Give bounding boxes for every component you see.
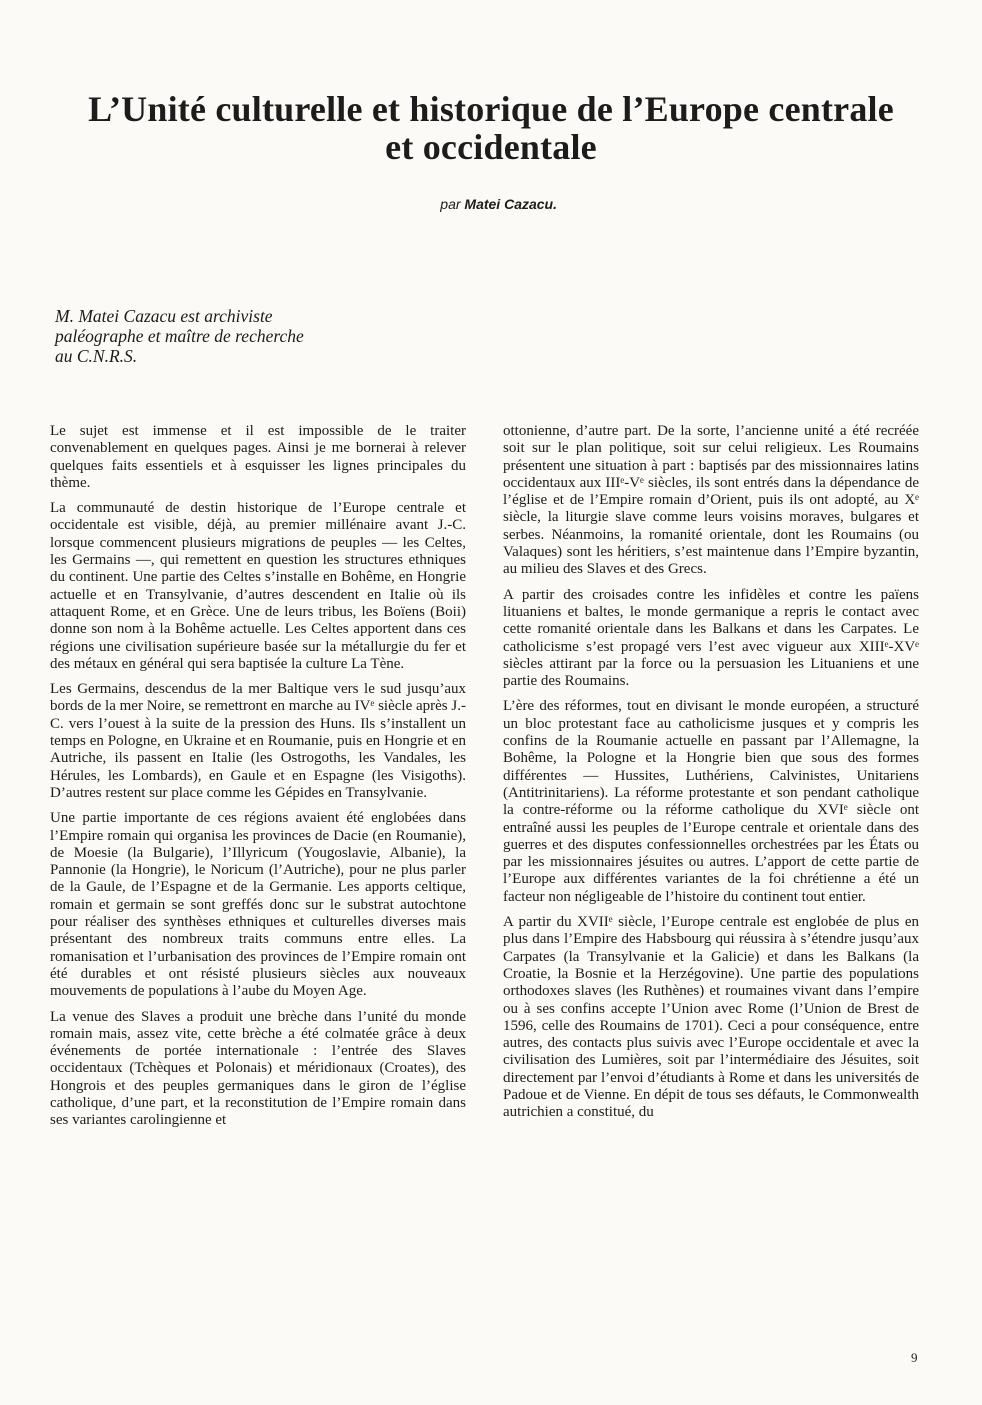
paragraph: La venue des Slaves a produit une brèche dans l’unité du monde romain mais, assez vite, cette brèche a été colmatée grâce à deux événements de portée internationale : l’entrée des Slaves occidentaux (Tchèques et Polonais) et méridionaux (Croates), des Hongrois et des peuples germaniques dans le giron de l’église catholique, d’une part, et la reconstitution de l’Empire romain dans ses variantes carolingienne et: [50, 1008, 466, 1129]
paragraph: ottonienne, d’autre part. De la sorte, l’ancienne unité a été recréée soit sur le plan politique, soit sur celui religieux. Les Roumains présentent une situation à part : baptisés par des missionnaires latins occidentaux aux IIIᵉ-Vᵉ siècles, ils sont entrés dans la dépendance de l’église et de l’Empire romain d’Orient, puis ils ont adopté, au Xᵉ siècle, la liturgie slave comme leurs voisins moraves, bulgares et serbes. Néanmoins, la romanité orientale, dont les Roumains (ou Valaques) sont les héritiers, s’est maintenue dans l’Empire byzantin, au milieu des Slaves et des Grecs.: [503, 423, 919, 578]
right-column: [503, 423, 919, 1130]
author-note-line: au C.N.R.S.: [55, 346, 138, 366]
paragraph: La communauté de destin historique de l’Europe centrale et occidentale est visible, déjà, au premier millénaire avant J.-C. lorsque commencent plusieurs migrations de peuples — les Celtes, les Germains —, qui remettent en question les structures ethniques du continent. Une partie des Celtes s’installe en Bohême, en Hongrie actuelle et en Transylvanie, d’autres descendent en Italie où ils attaquent Rome, et en Grèce. Une de leurs tribus, les Boïens (Boii) donne son nom à la Bohême actuelle. Les Celtes apportent dans ces régions une civilisation supérieure basée sur la métallurgie du fer et des métaux en général qui sera baptisée la culture La Tène.: [50, 500, 466, 672]
byline-prefix: par: [440, 196, 461, 212]
byline: [440, 196, 557, 212]
article-title-line-2: et occidentale: [385, 127, 597, 167]
paragraph: Le sujet est immense et il est impossible de le traiter convenablement en quelques pages. Ainsi je me bornerai à relever quelques faits essentiels et à esquisser les lignes principales du thème.: [50, 423, 466, 491]
author-name: Matei Cazacu.: [464, 196, 557, 212]
author-note-line: paléographe et maître de recherche: [55, 326, 304, 346]
paragraph: A partir du XVIIᵉ siècle, l’Europe centrale est englobée de plus en plus dans l’Empire des Habsbourg qui réussira à s’étendre jusqu’aux Carpates (la Transylvanie et la Galicie) et dans les Balkans (la Croatie, la Bosnie et la Herzégovine). Une partie des populations orthodoxes slaves (les Ruthènes) et roumaines vivant dans l’empire ou à ses confins accepte l’Union avec Rome (l’Union de Brest de 1596, celle des Roumains de 1701). Ceci a pour conséquence, entre autres, des contacts plus suivis avec l’Europe occidentale et avec la civilisation des Lumières, soit par l’intermédiaire des Jésuites, soit directement par l’envoi d’étudiants à Rome et dans les universités de Padoue et de Vienne. En dépit de tous ses défauts, le Commonwealth autrichien a constitué, du: [503, 914, 919, 1121]
paragraph: A partir des croisades contre les infidèles et contre les païens lituaniens et baltes, le monde germanique a repris le contact avec cette romanité orientale dans les Balkans et dans les Carpates. Le catholicisme s’est propagé vers l’est avec vigueur aux XIIIᵉ-XVᵉ siècles attirant par la force ou la persuasion les Lituaniens et une partie des Roumains.: [503, 586, 919, 690]
paragraph: Les Germains, descendus de la mer Baltique vers le sud jusqu’aux bords de la mer Noire, se remettront en marche au IVᵉ siècle après J.-C. vers l’ouest à la suite de la pression des Huns. Ils s’installent un temps en Pologne, en Ukraine et en Roumanie, puis en Hongrie et en Autriche, ils passent en Italie (les Ostrogoths, les Vandales, les Hérules, les Lombards), en Gaule et en Espagne (les Visigoths). D’autres restent sur place comme les Gépides en Transylvanie.: [50, 681, 466, 801]
paragraph: Une partie importante de ces régions avaient été englobées dans l’Empire romain qui organisa les provinces de Dacie (en Roumanie), de Moesie (la Bulgarie), l’Illyricum (Yougoslavie, Albanie), la Pannonie (la Hongrie), le Noricum (l’Autriche), pour ne plus parler de la Gaule, de l’Espagne et de la Germanie. Les apports celtique, romain et germain se sont greffés donc sur le substrat autochtone pour réaliser des synthèses ethniques et culturelles diverses mais présentant des nombreux traits communs entre elles. La romanisation et l’urbanisation des provinces de l’Empire romain ont été durables et ont résisté plusieurs siècles aux nouveaux mouvements de populations à l’aube du Moyen Age.: [50, 810, 466, 1000]
article-title-line-1: L’Unité culturelle et historique de l’Europe centrale: [88, 89, 894, 129]
author-note-line: M. Matei Cazacu est archiviste: [55, 306, 273, 326]
paragraph: L’ère des réformes, tout en divisant le monde européen, a structuré un bloc protestant face au catholicisme jusques et y compris les confins de la Roumanie actuelle en passant par l’Allemagne, la Bohême, la Pologne et la Hongrie bien que sous des formes différentes — Hussites, Luthériens, Calvinistes, Unitariens (Antitrinitariens). La réforme protestante et son pendant catholique la contre-réforme ou la réforme catholique du XVIᵉ siècle ont entraîné aussi les peuples de l’Europe centrale et orientale dans des guerres et des disputes confessionnelles orchestrées par les États ou par les missionnaires jésuites ou autres. L’apport de cette partie de l’Europe aux différentes variantes de la foi chrétienne a été un facteur non négligeable de l’histoire du continent tout entier.: [503, 698, 919, 905]
page-number: 9: [911, 1350, 918, 1365]
author-note: [55, 306, 385, 366]
left-column: [50, 423, 466, 1138]
article-title: [40, 90, 942, 166]
